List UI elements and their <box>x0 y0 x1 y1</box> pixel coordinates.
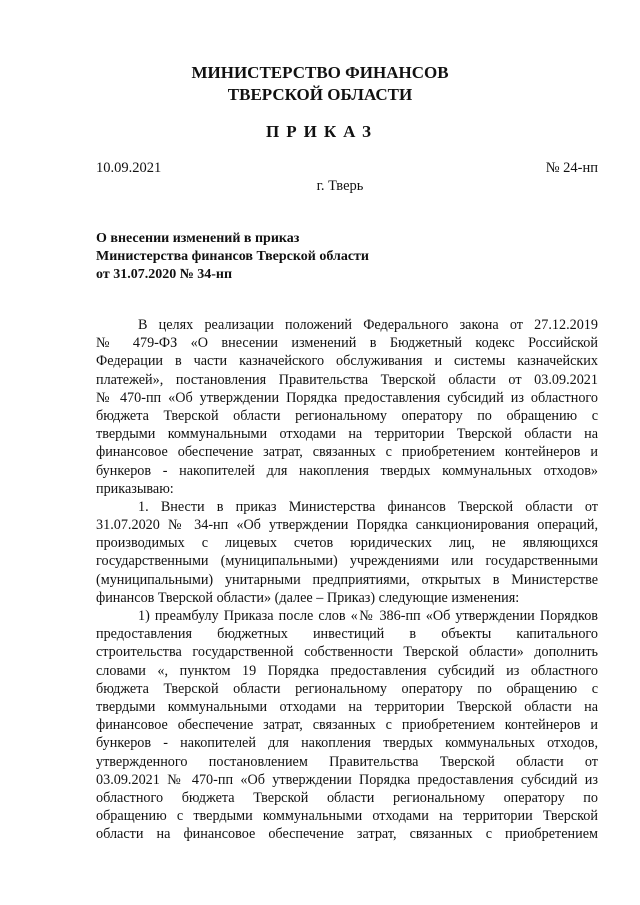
body-line: финансовое обеспечение затрат, связанных с приобретением контейнеров и <box>96 717 598 734</box>
document-subject <box>96 230 416 284</box>
body-line: государственными (муниципальными) учреждениями или государственными <box>96 553 598 570</box>
body-line: финансовое обеспечение затрат, связанных с приобретением контейнеров и <box>96 444 598 461</box>
document-number: № 24-нп <box>545 160 598 176</box>
body-line: 31.07.2020 № 34-нп «Об утверждении Порядка санкционирования операций, <box>96 517 598 534</box>
ministry-name-line2: ТВЕРСКОЙ ОБЛАСТИ <box>227 85 413 104</box>
body-line: области на финансовое обеспечение затрат, связанных с приобретением <box>96 826 598 843</box>
body-line: приказываю: <box>96 480 174 497</box>
document-date: 10.09.2021 <box>96 160 162 176</box>
body-line: № 470-пп «Об утверждении Порядка предоставления субсидий из областного <box>96 389 598 406</box>
subject-line: Министерства финансов Тверской области <box>96 249 369 264</box>
body-line: бункеров - накопителей для накопления твердых коммунальных отходов, <box>96 735 598 752</box>
body-line: утвержденного постановлением Правительства Тверской области от <box>96 753 598 770</box>
body-line: 1. Внести в приказ Министерства финансов Тверской области от <box>138 498 598 515</box>
body-line: бюджета Тверской области региональному оператору по обращению с <box>96 680 598 697</box>
body-line: областного бюджета Тверской области региональному оператору по <box>96 789 598 806</box>
document-type-title: ПРИКАЗ <box>266 122 378 141</box>
body-line: № 479-ФЗ «О внесении изменений в Бюджетный кодекс Российской <box>96 335 598 352</box>
body-line: В целях реализации положений Федерального закона от 27.12.2019 <box>138 317 598 333</box>
body-line: бункеров - накопителей для накопления твердых коммунальных отходов» <box>96 462 598 479</box>
body-line: твердыми коммунальными отходами на территории Тверской области на <box>96 426 598 443</box>
body-line: финансов Тверской области» (далее – Приказ) следующие изменения: <box>96 589 520 606</box>
ministry-name-line1: МИНИСТЕРСТВО ФИНАНСОВ <box>191 63 449 82</box>
body-line: бюджета Тверской области региональному оператору по обращению с <box>96 407 598 424</box>
body-line: платежей», постановления Правительства Тверской области от 03.09.2021 <box>96 371 598 388</box>
document-city: г. Тверь <box>316 178 364 194</box>
body-line: строительства государственной собственности Тверской области» дополнить <box>96 644 598 661</box>
ministry-header <box>0 62 640 106</box>
body-line: предоставления бюджетных инвестиций в объекты капитального <box>96 626 598 643</box>
body-line: (муниципальными) унитарными предприятиями, открытых в Министерстве <box>96 571 598 588</box>
body-line: словами «, пунктом 19 Порядка предоставления субсидий из областного <box>96 662 598 679</box>
document-body <box>96 316 598 843</box>
body-line: твердыми коммунальными отходами на территории Тверской области на <box>96 698 598 715</box>
body-line: 03.09.2021 № 470-пп «Об утверждении Порядка предоставления субсидий из <box>96 771 598 788</box>
body-line: обращению с твердыми коммунальными отходами на территории Тверской <box>96 808 598 825</box>
body-line: Федерации в части казначейского обслуживания и системы казначейских <box>96 353 598 370</box>
body-line: производимых с лицевых счетов юридических лиц, не являющихся <box>96 535 598 552</box>
subject-line: от 31.07.2020 № 34-нп <box>96 267 233 282</box>
subject-line: О внесении изменений в приказ <box>96 231 300 246</box>
body-line: 1) преамбулу Приказа после слов «№ 386-пп «Об утверждении Порядков <box>138 608 598 624</box>
